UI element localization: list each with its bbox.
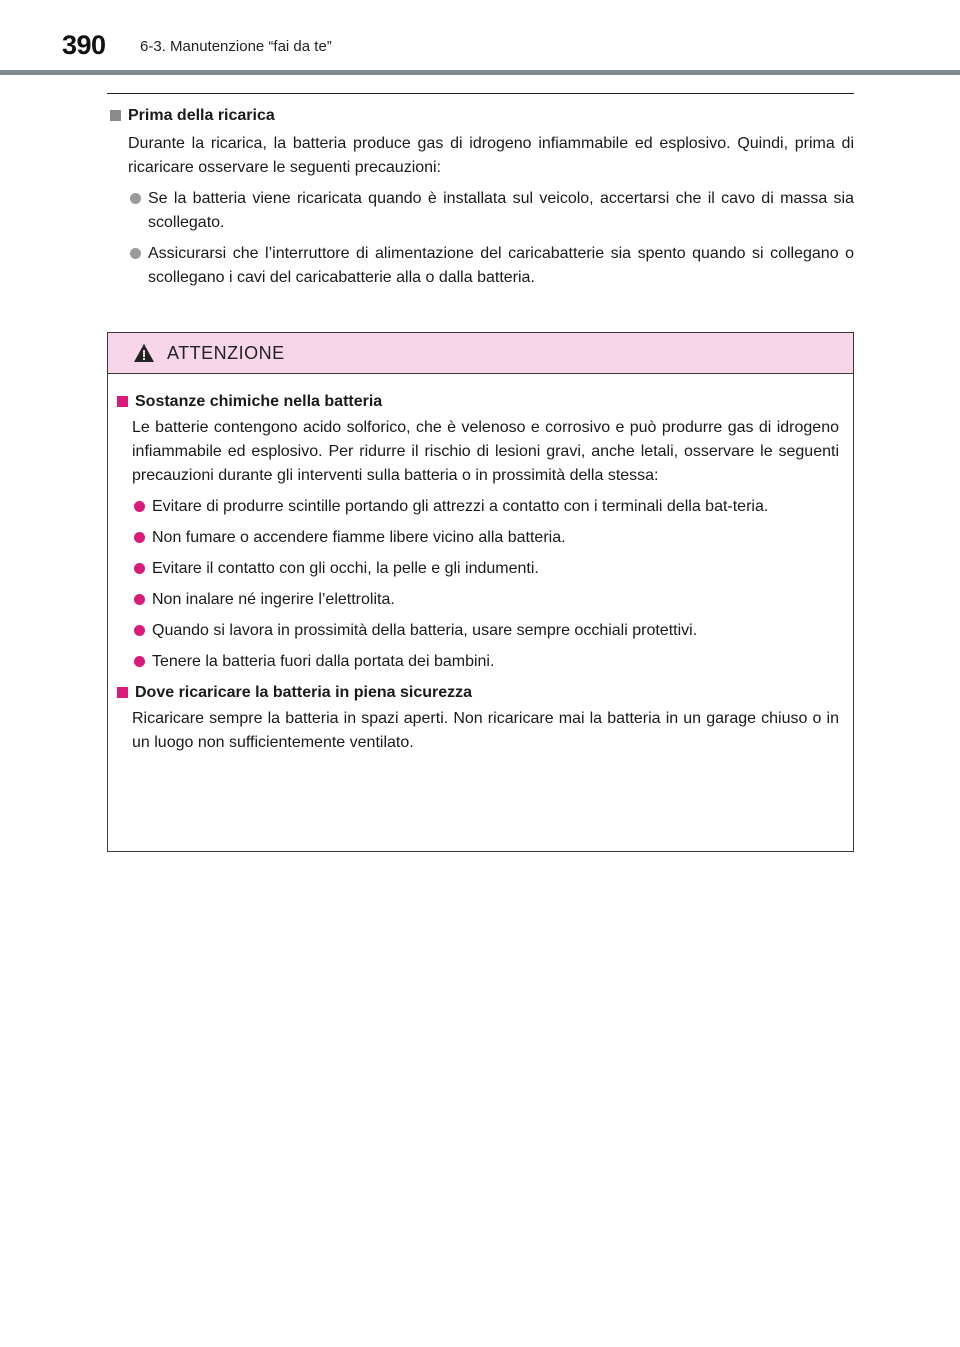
warning-body xyxy=(108,374,853,755)
round-bullet-icon xyxy=(134,625,145,636)
warning-paragraph: Le batterie contengono acido solforico, che è velenoso e corrosivo e può produrre gas di idrogeno infiammabile ed esplosivo. Per ridurre il rischio di lesioni gravi, anche letali, osservare le seguenti precauzioni durante gli interventi sulla batteria o in prossimità della stessa: xyxy=(132,419,839,484)
intro-section xyxy=(107,104,854,297)
warning-bullet xyxy=(114,557,839,581)
intro-heading-text: Prima della ricarica xyxy=(128,107,275,124)
warning-heading-charging xyxy=(114,681,839,705)
round-bullet-icon xyxy=(134,594,145,605)
intro-paragraph: Durante la ricarica, la batteria produce gas di idrogeno infiammabile ed esplosivo. Quindi, prima di ricaricare osservare le seguenti precauzioni: xyxy=(128,135,854,176)
warning-bullet-text: Evitare il contatto con gli occhi, la pelle e gli indumenti. xyxy=(152,560,539,577)
square-bullet-icon xyxy=(117,396,128,407)
square-bullet-icon xyxy=(117,687,128,698)
warning-heading-text: Dove ricaricare la batteria in piena sicurezza xyxy=(135,684,473,701)
header-bar xyxy=(0,70,960,75)
warning-bullet-text: Quando si lavora in prossimità della batteria, usare sempre occhiali protettivi. xyxy=(152,622,698,639)
warning-bullet-text: Tenere la batteria fuori dalla portata dei bambini. xyxy=(152,653,495,670)
intro-bullet-text: Assicurarsi che l’interruttore di alimentazione del caricabatterie sia spento quando si collegano o scollegano i cavi del caricabatterie alla o dalla batteria. xyxy=(148,245,854,286)
warning-bullet xyxy=(114,526,839,550)
round-bullet-icon xyxy=(134,563,145,574)
round-bullet-icon xyxy=(134,532,145,543)
intro-heading xyxy=(107,104,854,128)
warning-bullet-text: Non inalare né ingerire l’elettrolita. xyxy=(152,591,395,608)
top-rule xyxy=(107,93,854,94)
page-number: 390 xyxy=(62,30,106,60)
warning-bullet-text: Evitare di produrre scintille portando gli attrezzi a contatto con i terminali della bat-teria. xyxy=(152,498,769,515)
warning-heading-chemicals xyxy=(114,390,839,414)
warning-paragraph: Ricaricare sempre la batteria in spazi aperti. Non ricaricare mai la batteria in un garage chiuso o in un luogo non sufficientemente ventilato. xyxy=(132,710,839,751)
warning-bullet xyxy=(114,650,839,674)
warning-heading-text: Sostanze chimiche nella batteria xyxy=(135,393,383,410)
intro-bullet xyxy=(107,187,854,235)
round-bullet-icon xyxy=(130,193,141,204)
warning-box xyxy=(107,332,854,852)
round-bullet-icon xyxy=(130,248,141,259)
warning-title: ATTENZIONE xyxy=(167,342,285,363)
section-title: 6-3. Manutenzione “fai da te” xyxy=(140,38,332,55)
square-bullet-icon xyxy=(110,110,121,121)
round-bullet-icon xyxy=(134,656,145,667)
intro-bullet xyxy=(107,242,854,290)
warning-bullet xyxy=(114,619,839,643)
intro-bullet-text: Se la batteria viene ricaricata quando è installata sul veicolo, accertarsi che il cavo di massa sia scollegato. xyxy=(148,190,854,231)
warning-triangle-icon xyxy=(133,343,155,363)
warning-bullet xyxy=(114,588,839,612)
warning-bullet-text: Non fumare o accendere fiamme libere vicino alla batteria. xyxy=(152,529,566,546)
warning-bullet xyxy=(114,495,839,519)
round-bullet-icon xyxy=(134,501,145,512)
warning-header xyxy=(108,333,853,374)
